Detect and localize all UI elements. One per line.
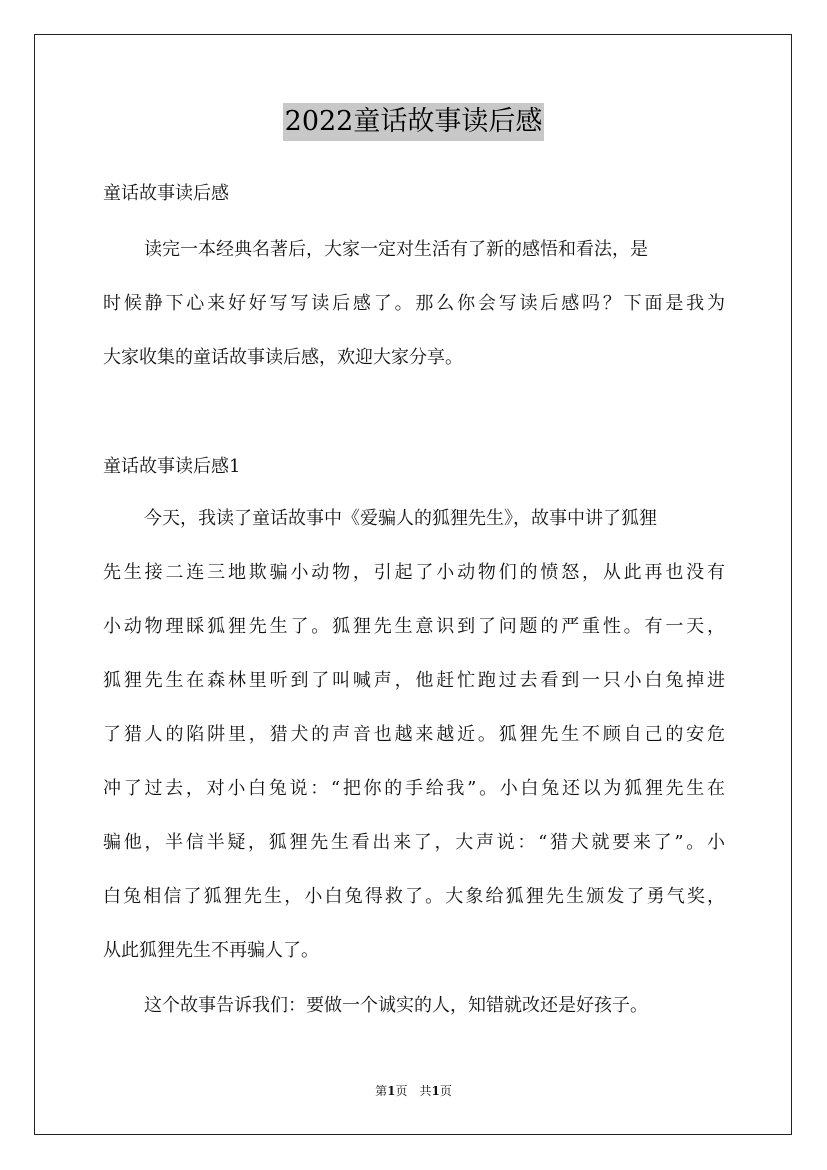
body-line-9: 从此狐狸先生不再骗人了。 bbox=[103, 940, 319, 961]
body-line-8: 白兔相信了狐狸先生，小白兔得救了。大象给狐狸先生颁发了勇气奖， bbox=[103, 886, 725, 907]
conclusion-line: 这个故事告诉我们：要做一个诚实的人，知错就改还是好孩子。 bbox=[144, 995, 648, 1016]
footer-total-suffix: 页 bbox=[439, 1084, 452, 1098]
intro-line-1: 读完一本经典名著后，大家一定对生活有了新的感悟和看法，是 bbox=[144, 239, 648, 260]
body-line-2: 先生接二连三地欺骗小动物，引起了小动物们的愤怒，从此再也没有 bbox=[103, 562, 725, 583]
body-line-5: 了猎人的陷阱里，猎犬的声音也越来越近。狐狸先生不顾自己的安危 bbox=[103, 724, 725, 745]
body-line-4: 狐狸先生在森林里听到了叫喊声，他赶忙跑过去看到一只小白兔掉进 bbox=[103, 670, 725, 691]
title-wrap bbox=[0, 103, 827, 141]
footer-page-suffix: 页 bbox=[395, 1084, 408, 1098]
intro-line-3: 大家收集的童话故事读后感，欢迎大家分享。 bbox=[103, 347, 463, 368]
subheading-1: 童话故事读后感1 bbox=[103, 456, 241, 477]
body-line-7: 骗他，半信半疑，狐狸先生看出来了，大声说：“猎犬就要来了”。小 bbox=[103, 832, 725, 853]
footer-page-number: 1 bbox=[387, 1084, 396, 1098]
page-footer bbox=[0, 1083, 827, 1099]
body-line-3: 小动物理睬狐狸先生了。狐狸先生意识到了问题的严重性。有一天， bbox=[103, 616, 725, 637]
body-line-1: 今天，我读了童话故事中《爱骗人的狐狸先生》，故事中讲了狐狸 bbox=[144, 508, 657, 529]
footer-total-number: 1 bbox=[431, 1084, 440, 1098]
body-line-6: 冲了过去，对小白兔说：“把你的手给我”。小白兔还以为狐狸先生在 bbox=[103, 778, 725, 799]
footer-total-prefix: 共 bbox=[419, 1084, 432, 1098]
footer-page-prefix: 第 bbox=[375, 1084, 388, 1098]
document-title: 2022童话故事读后感 bbox=[283, 103, 545, 141]
intro-line-2: 时候静下心来好好写写读后感了。那么你会写读后感吗？下面是我为 bbox=[103, 293, 725, 314]
subheading-intro: 童话故事读后感 bbox=[103, 183, 229, 204]
